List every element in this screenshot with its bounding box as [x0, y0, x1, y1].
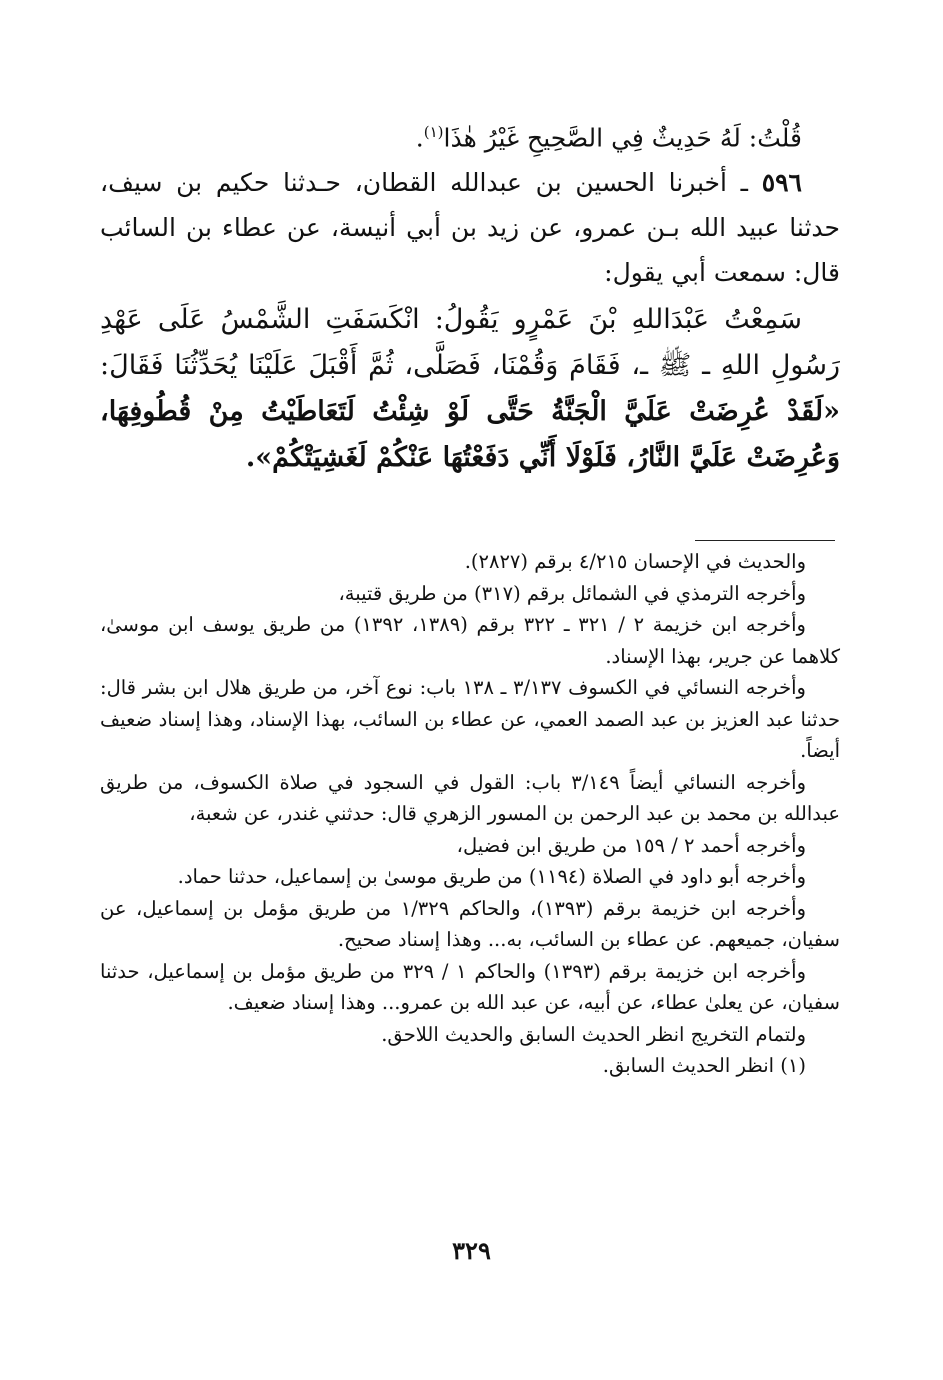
page-number: ٣٢٩: [452, 1236, 491, 1265]
intro-line: [100, 110, 840, 160]
note-line: وأخرجه ابن خزيمة برقم (١٣٩٣) والحاكم ١ / ٣٢٩ من طريق مؤمل بن إسماعيل، حدثنا سفيان، عن يعلىٰ عطاء، عن أبيه، عن عبد الله بن عمرو... وهذا إسناد ضعيف.: [100, 959, 840, 1014]
hadith-matn: [100, 297, 840, 481]
hadith-number: ٥٩٦: [761, 168, 802, 198]
note-line: وأخرجه أحمد ٢ / ١٥٩ من طريق ابن فضيل،: [456, 833, 806, 857]
note-line: وأخرجه النسائي في الكسوف ٣/١٣٧ ـ ١٣٨ باب: نوع آخر، من طريق هلال ابن بشر قال: حدثنا عبد العزيز بن عبد الصمد العمي، عن عطاء بن السائب، بهذا الإسناد، وهذا إسناد ضعيف أيضاً.: [100, 676, 840, 762]
intro-text: قُلْتُ: لَهُ حَدِيثٌ فِي الصَّحِيحِ غَيْرُ هٰذَا: [443, 123, 802, 153]
notes-separator: [695, 540, 835, 541]
isnad-text: ـ أخبرنا الحسين بن عبدالله القطان، حـدثنا حكيم بن سيف، حدثنا عبيد الله بـن عمرو، عن زيد بن أبي أنيسة، عن عطاء بن السائب قال: سمعت أبي يقول:: [100, 168, 840, 288]
intro-end: .: [415, 123, 424, 153]
note-line: ولتمام التخريج انظر الحديث السابق والحديث اللاحق.: [381, 1022, 806, 1046]
isnad-paragraph: [100, 160, 840, 295]
matn-intro: سَمِعْتُ عَبْدَاللهِ بْنَ عَمْرٍو يَقُولُ: انْكَسَفَتِ الشَّمْسُ عَلَى عَهْدِ رَسُولِ اللهِ ـ ﷺ ـ، فَقَامَ وَقُمْنَا، فَصَلَّى، ثُمَّ أَقْبَلَ عَلَيْنَا يُحَدِّثُنَا فَقَالَ:: [100, 304, 840, 382]
note-line: وأخرجه الترمذي في الشمائل برقم (٣١٧) من طريق قتيبة،: [338, 581, 806, 605]
note-line: والحديث في الإحسان ٤/٢١٥ برقم (٢٨٢٧).: [464, 550, 806, 573]
notes-block: [100, 546, 840, 1082]
note-line: وأخرجه النسائي أيضاً ٣/١٤٩ باب: القول في السجود في صلاة الكسوف، من طريق عبدالله بن محمد بن عبد الرحمن بن المسور الزهري قال: حدثني غندر، عن شعبة،: [100, 770, 840, 825]
footnote: (١) انظر الحديث السابق.: [602, 1054, 806, 1077]
note-line: وأخرجه ابن خزيمة ٢ / ٣٢١ ـ ٣٢٢ برقم (١٣٨٩، ١٣٩٢) من طريق يوسف ابن موسىٰ، كلاهما عن جرير، بهذا الإسناد.: [100, 613, 840, 668]
note-line: وأخرجه ابن خزيمة برقم (١٣٩٣)، والحاكم ١/٣٢٩ من طريق مؤمل بن إسماعيل، عن سفيان، جميعهم. عن عطاء بن السائب، به... وهذا إسناد صحيح.: [100, 896, 840, 951]
matn-quote: «لَقَدْ عُرِضَتْ عَلَيَّ الْجَنَّةُ حَتَّى لَوْ شِئْتُ لَتَعَاطَيْتُ مِنْ قُطُوفِهَا، وَعُرِضَتْ عَلَيَّ النَّارُ، فَلَوْلَا أَنِّي دَفَعْتُهَا عَنْكُمْ لَغَشِيَتْكُمْ».: [100, 396, 840, 474]
footnote-marker: (١): [423, 123, 444, 141]
main-text-block: [100, 110, 840, 508]
note-line: وأخرجه أبو داود في الصلاة (١١٩٤) من طريق موسىٰ بن إسماعيل، حدثنا حماد.: [177, 865, 806, 888]
